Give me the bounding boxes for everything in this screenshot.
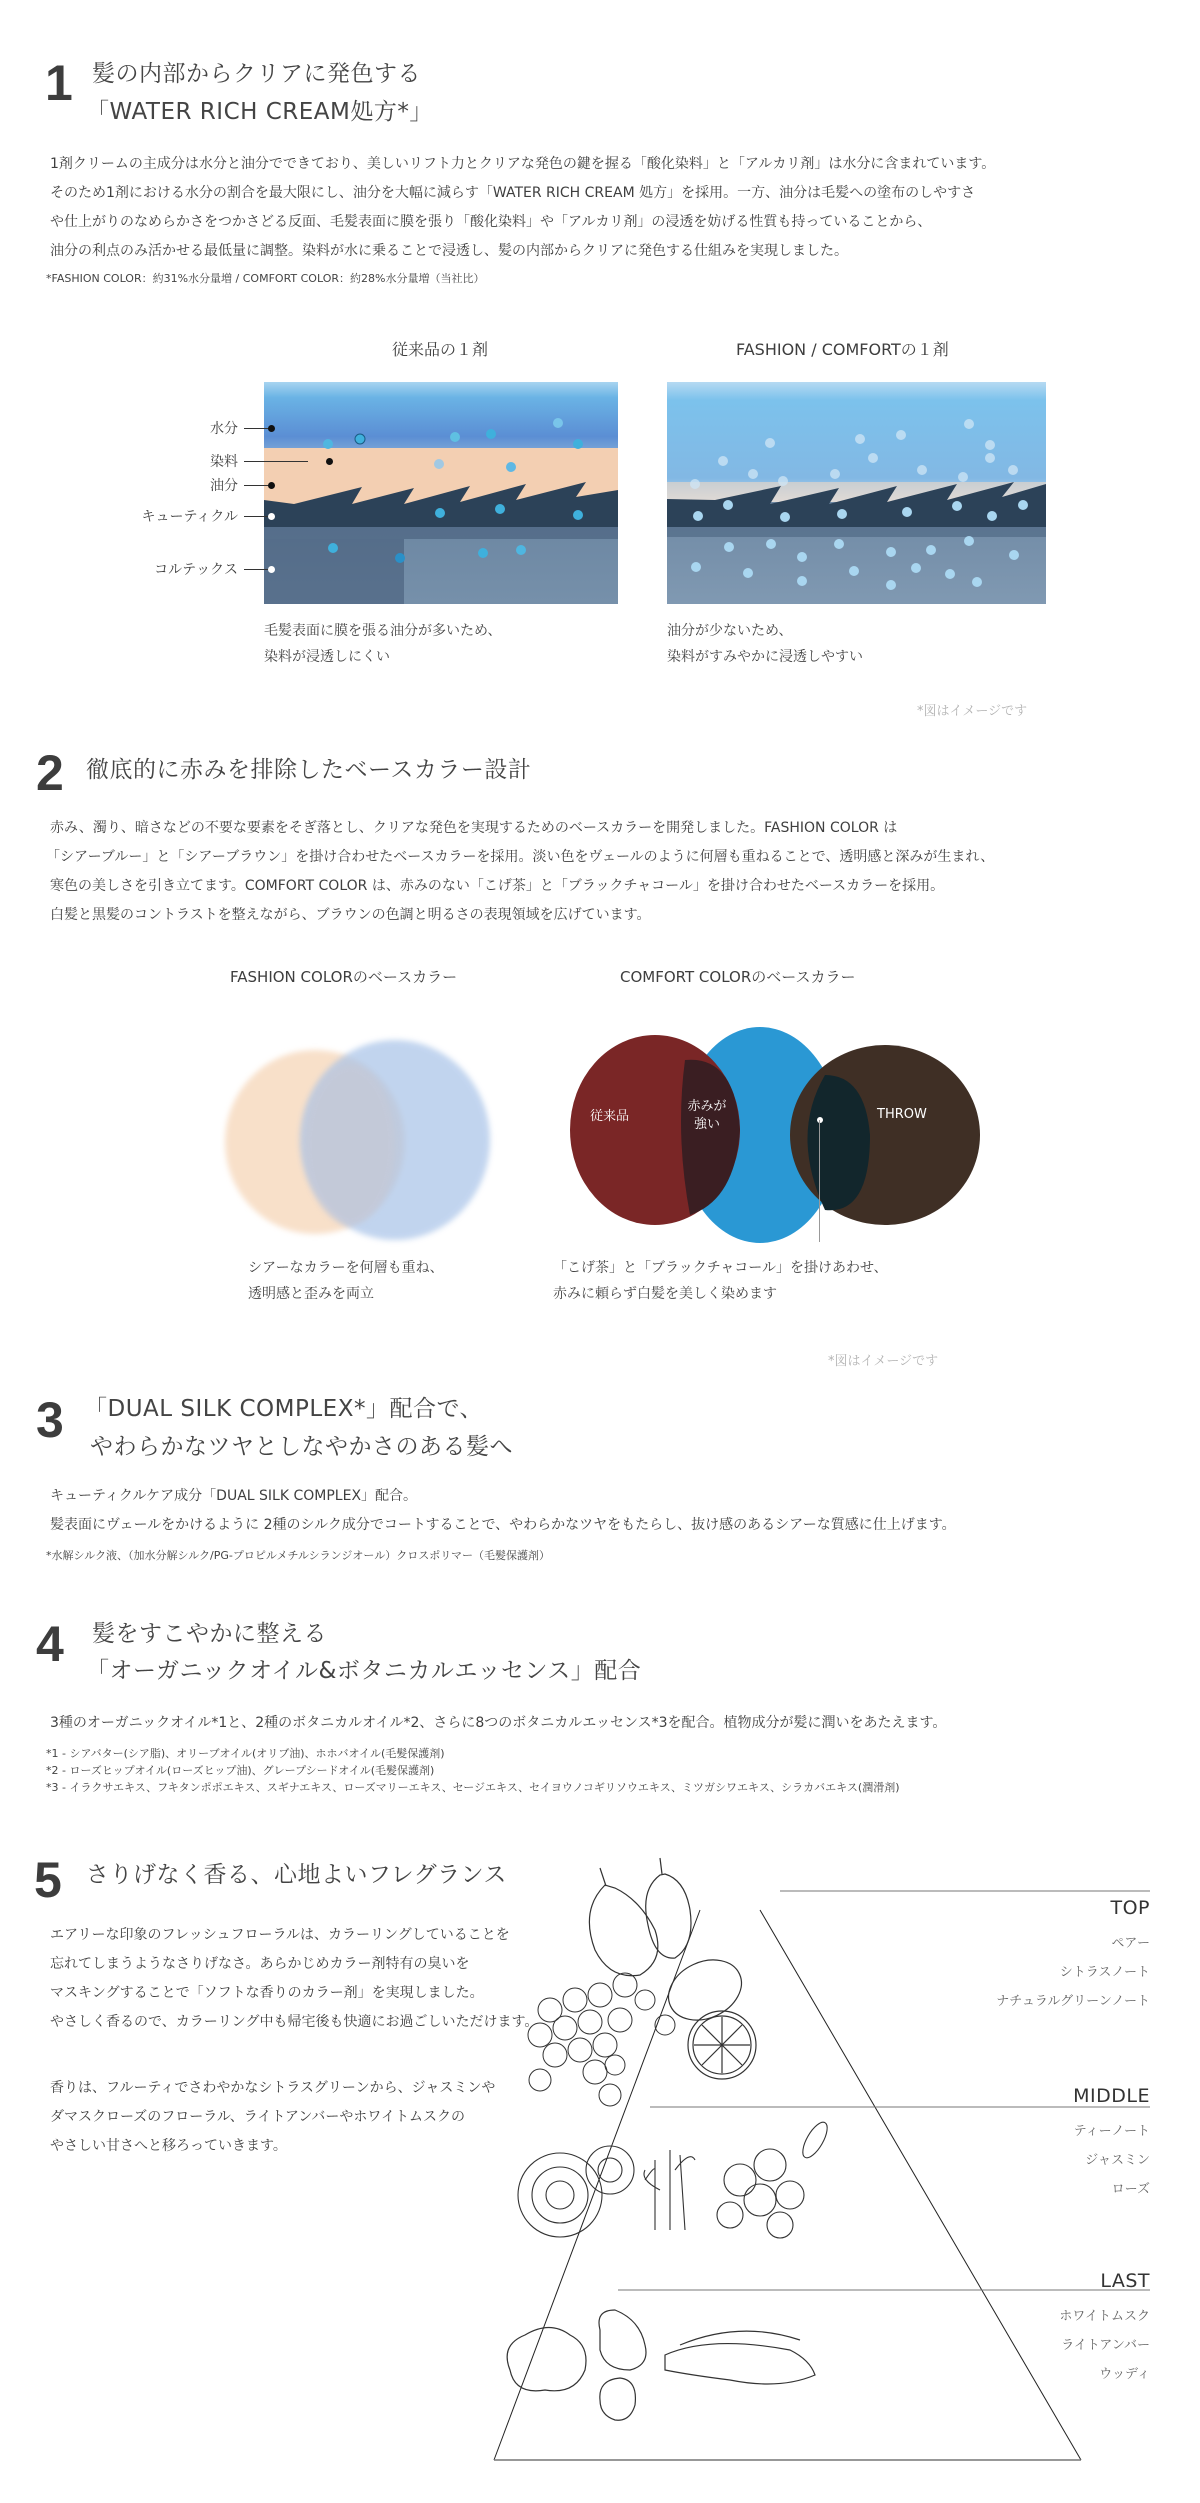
tier-notes-middle — [900, 2117, 1150, 2204]
label-strong-red — [682, 1098, 732, 1134]
footnote: *FASHION COLOR：約31%水分量増 / COMFORT COLOR：約28%水分量増（当社比） — [46, 272, 485, 285]
fashion-watercolor-illustration — [220, 1030, 510, 1260]
label-line: 強い — [693, 1117, 720, 1132]
caption-line: 毛髪表面に膜を張る油分が多いため、 — [264, 623, 502, 639]
section-number: 1 — [45, 55, 73, 111]
diagram-left-title: 従来品の１剤 — [392, 340, 489, 359]
body-line: 油分の利点のみ活かせる最低量に調整。染料が水に乗ることで浸透し、髪の内部からクリアに発色する仕組みを実現しました。 — [50, 243, 848, 259]
footnote: *2 - ローズヒップオイル(ローズヒップ油)、グレープシードオイル(毛髪保護剤) — [46, 1764, 435, 1777]
note-item: ナチュラルグリーンノート — [996, 1994, 1150, 2009]
note-item: シトラスノート — [1059, 1965, 1150, 1980]
fashion-caption — [248, 1255, 444, 1307]
callout-line — [819, 1120, 820, 1242]
section-body — [46, 814, 998, 930]
diagram-right-title: FASHION / COMFORTの１剤 — [736, 340, 949, 359]
label-throw: THROW — [877, 1107, 927, 1122]
body-line: そのため1剤における水分の割合を最大限にし、油分を大幅に減らす「WATER RICH CREAM 処方」を採用。一方、油分は毛髪への塗布のしやすさ — [50, 185, 976, 201]
note-item: ウッディ — [1099, 2367, 1150, 2382]
section-title: 徹底的に赤みを排除したベースカラー設計 — [86, 757, 532, 783]
body-line: 忘れてしまうようなさりげなさ。あらかじめカラー剤特有の臭いを — [50, 1956, 470, 1972]
marker-dot — [268, 482, 275, 489]
footnotes — [46, 1745, 900, 1796]
label-line: 赤みが — [687, 1099, 727, 1114]
footnote: *3 - イラクサエキス、フキタンポポエキス、スギナエキス、ローズマリーエキス、セージエキス、セイヨウノコギリソウエキス、ミツガシワエキス、シラカバエキス(潤滑剤) — [46, 1781, 900, 1794]
body-line: 赤み、濁り、暗さなどの不要な要素をそぎ落とし、クリアな発色を実現するためのベースカラーを開発しました。FASHION COLOR は — [50, 820, 898, 836]
body-line: やさしい甘さへと移ろっていきます。 — [50, 2138, 287, 2154]
image-note: *図はイメージです — [917, 704, 1028, 719]
hair-cross-section-illustration — [264, 382, 618, 604]
tier-notes-top — [900, 1929, 1150, 2016]
diagram-new-formula-image — [667, 382, 1046, 604]
pear-illustration — [589, 1858, 756, 2079]
section-title-line2: やわらかなツヤとしなやかさのある髪へ — [90, 1434, 513, 1460]
marker-dot — [268, 425, 275, 432]
section-title: さりげなく香る、心地よいフレグランス — [86, 1862, 507, 1888]
caption-line: 染料が浸透しにくい — [264, 649, 390, 665]
body-line: 寒色の美しさを引き立てます。COMFORT COLOR は、赤みのない「こげ茶」と「ブラックチャコール」を掛け合わせたベースカラーを採用。 — [50, 878, 945, 894]
image-note: *図はイメージです — [828, 1354, 939, 1369]
body-line: や仕上がりのなめらかさをつかさどる反面、毛髪表面に膜を張り「酸化染料」や「アルカリ剤」の浸透を妨げる性質も持っていることから、 — [50, 214, 932, 230]
caption-line: 透明感と歪みを両立 — [248, 1286, 374, 1302]
paragraph-2 — [50, 2074, 495, 2161]
body-line: エアリーな印象のフレッシュフローラルは、カラーリングしていることを — [50, 1927, 510, 1943]
section-title-line2: 「WATER RICH CREAM処方*」 — [86, 99, 433, 125]
diagram-left-caption — [264, 618, 501, 670]
layer-label-oil: 油分 — [210, 478, 238, 494]
comfort-color-title: COMFORT COLORのベースカラー — [620, 968, 856, 986]
layer-label-water: 水分 — [210, 421, 238, 437]
leader-line — [244, 461, 308, 462]
note-item: ライトアンバー — [1061, 2338, 1150, 2353]
diagram-right-caption — [667, 618, 863, 670]
note-item: ジャスミン — [1085, 2153, 1150, 2168]
note-item: ティーノート — [1073, 2124, 1150, 2139]
note-item: ペアー — [1111, 1936, 1150, 1951]
section-body — [50, 150, 995, 266]
tier-label-middle: MIDDLE — [1073, 2085, 1150, 2107]
tier-label-last: LAST — [1100, 2270, 1150, 2292]
amber-wood-illustration — [507, 2310, 815, 2420]
body-line: 1剤クリームの主成分は水分と油分でできており、美しいリフト力とクリアな発色の鍵を握る「酸化染料」と「アルカリ剤」は水分に含まれています。 — [50, 156, 996, 172]
body-line: キューティクルケア成分「DUAL SILK COMPLEX」配合。 — [50, 1488, 418, 1504]
footnote: *水解シルク液、（加水分解シルク/PG-プロピルメチルシランジオール）クロスポリマー（毛髪保護剤） — [46, 1549, 550, 1562]
note-item: ローズ — [1111, 2182, 1150, 2197]
flowers-illustration — [528, 1973, 675, 2106]
body-line: ダマスクローズのフローラル、ライトアンバーやホワイトムスクの — [50, 2109, 465, 2125]
caption-line: 染料がすみやかに浸透しやすい — [667, 649, 863, 665]
footnote: *1 - シアバター(シア脂)、オリーブオイル(オリブ油)、ホホバオイル(毛髪保護剤) — [46, 1747, 445, 1760]
fashion-color-title: FASHION COLORのベースカラー — [230, 968, 458, 986]
body-line: やさしく香るので、カラーリング中も帰宅後も快適にお過ごしいただけます。 — [50, 2014, 539, 2030]
paragraph-1 — [50, 1921, 538, 2037]
section-number: 2 — [36, 745, 64, 801]
hair-cross-section-illustration — [667, 382, 1046, 604]
layer-label-cortex: コルテックス — [154, 562, 238, 578]
caption-line: 油分が少ないため、 — [667, 623, 793, 639]
section-body — [50, 1482, 956, 1540]
section-title-line1: 「DUAL SILK COMPLEX*」配合で、 — [84, 1396, 484, 1422]
caption-line: 赤みに頼らず白髪を美しく染めます — [553, 1286, 777, 1302]
rose-tea-jasmine-illustration — [518, 2119, 832, 2238]
body-line: 「シアーブルー」と「シアーブラウン」を掛け合わせたベースカラーを採用。淡い色をヴェールのように何層も重ねることで、透明感と深みが生まれ、 — [46, 849, 995, 865]
note-item: ホワイトムスク — [1059, 2309, 1150, 2324]
section-number: 5 — [34, 1852, 62, 1908]
tier-notes-last — [900, 2302, 1150, 2389]
body-line: 髪表面にヴェールをかけるように 2種のシルク成分でコートすることで、やわらかなツヤをもたらし、抜け感のあるシアーな質感に仕上げます。 — [50, 1517, 956, 1533]
section-title-line1: 髪の内部からクリアに発色する — [92, 61, 421, 87]
comfort-watercolor-illustration — [560, 1015, 980, 1255]
marker-dot — [268, 566, 275, 573]
caption-line: 「こげ茶」と「ブラックチャコール」を掛けあわせ、 — [553, 1260, 888, 1276]
tier-label-top: TOP — [1110, 1897, 1150, 1919]
body-line: 香りは、フルーティでさわやかなシトラスグリーンから、ジャスミンや — [50, 2080, 496, 2096]
section-number: 4 — [36, 1616, 64, 1672]
marker-dot — [268, 513, 275, 520]
layer-label-dye: 染料 — [210, 454, 238, 470]
caption-line: シアーなカラーを何層も重ね、 — [248, 1260, 444, 1276]
section-number: 3 — [36, 1392, 64, 1448]
label-conventional: 従来品 — [590, 1109, 630, 1124]
diagram-conventional-image — [264, 382, 618, 604]
body-line: 白髪と黒髪のコントラストを整えながら、ブラウンの色調と明るさの表現領域を広げています。 — [50, 907, 651, 923]
marker-dot — [326, 458, 333, 465]
section-title-line2: 「オーガニックオイル&ボタニカルエッセンス」配合 — [86, 1658, 642, 1684]
body-line: マスキングすることで「ソフトな香りのカラー剤」を実現しました。 — [50, 1985, 484, 2001]
section-body: 3種のオーガニックオイル*1と、2種のボタニカルオイル*2、さらに8つのボタニカルエッセンス*3を配合。植物成分が髪に潤いをあたえます。 — [50, 1715, 947, 1731]
comfort-caption — [553, 1255, 888, 1307]
section-title-line1: 髪をすこやかに整える — [92, 1621, 327, 1647]
layer-label-cuticle: キューティクル — [141, 509, 238, 525]
